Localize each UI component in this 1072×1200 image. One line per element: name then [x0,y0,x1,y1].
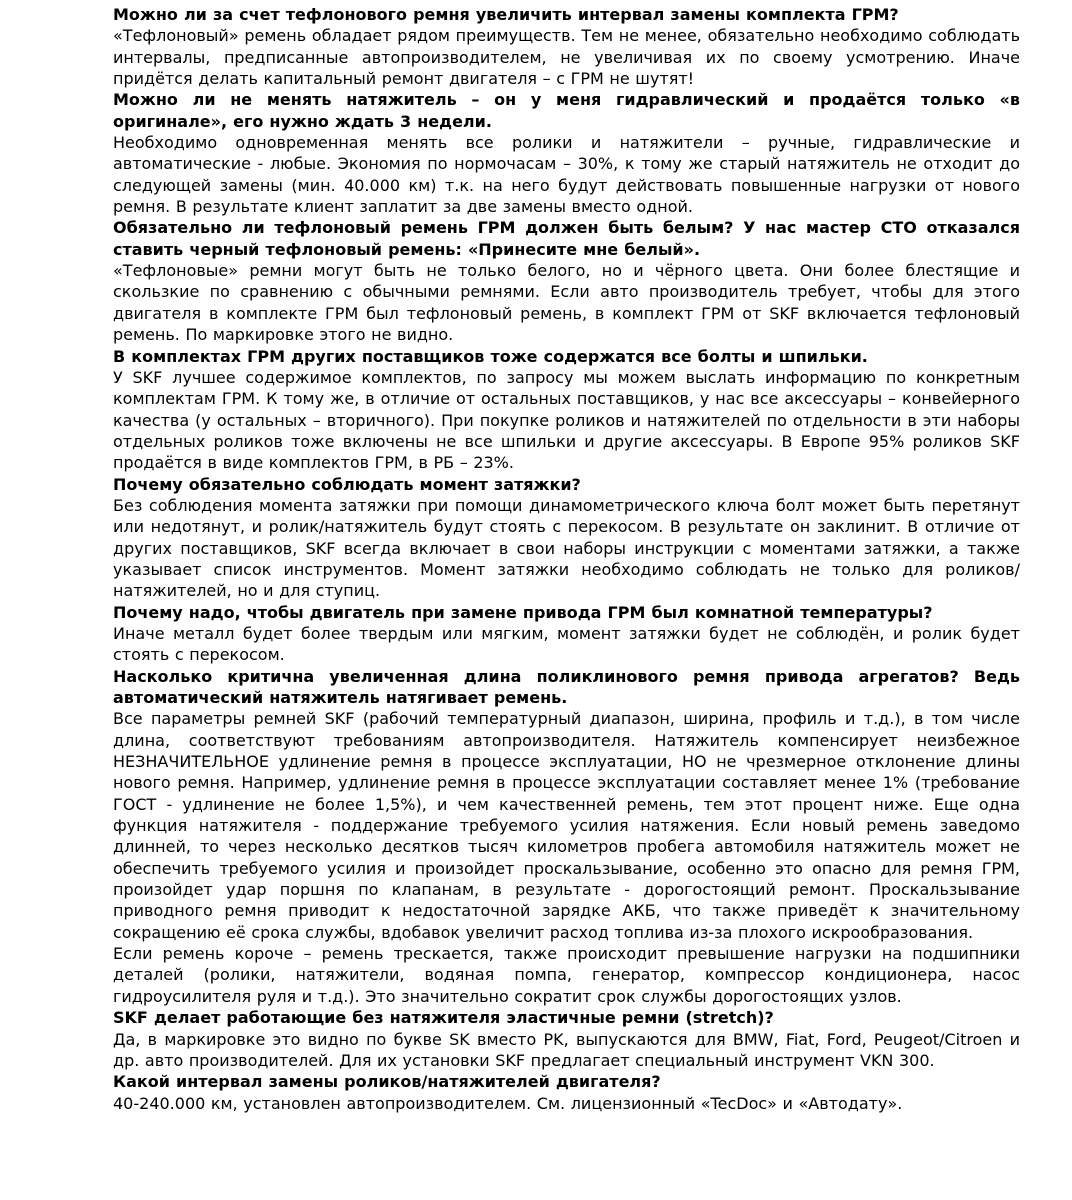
faq-question: Можно ли за счет тефлонового ремня увеличить интервал замены комплекта ГРМ? [113,5,899,24]
faq-answer: Если ремень короче – ремень трескается, также происходит превышение нагрузки на подшипники деталей (ролики, натяжители, водяная помпа, генератор, компрессор кондиционера, насос гидроусилителя руля и т.д.). Это значительно сократит срок службы дорогостоящих узлов. [113,944,1020,1006]
faq-answer: «Тефлоновые» ремни могут быть не только белого, но и чёрного цвета. Они более блестящие и скользкие по сравнению с обычными ремнями. Если авто производитель требует, чтобы для этого двигателя в комплекте ГРМ был тефлоновый ремень, в комплект ГРМ от SKF включается тефлоновый ремень. По маркировке этого не видно. [113,261,1020,345]
faq-answer: Иначе металл будет более твердым или мягким, момент затяжки будет не соблюдён, и ролик будет стоять с перекосом. [113,623,1020,665]
faq-question: SKF делает работающие без натяжителя эластичные ремни (stretch)? [113,1008,774,1028]
faq-answer: Да, в маркировке это видно по букве SK вместо PK, выпускаются для BMW, Fiat, Ford, Peugeot/Citroen и др. авто производителей. Для их установки SKF предлагает специальный инструмент VKN 300. [113,1029,1020,1070]
faq-question: Какой интервал замены роликов/натяжителей двигателя? [113,1072,661,1092]
faq-question: Можно ли не менять натяжитель – он у меня гидравлический и продаётся только «в оригинале», его нужно ждать 3 недели. [113,90,1020,131]
faq-answer: Все параметры ремней SKF (рабочий температурный диапазон, ширина, профиль и т.д.), в том числе длина, соответствуют требованиям автопроизводителя. Натяжитель компенсирует неизбежное НЕЗНАЧИТЕЛЬНОЕ удлинение ремня в процессе эксплуатации, НО не чрезмерное отклонение длины нового ремня. Например, удлинение ремня в процессе эксплуатации составляет менее 1% (требование ГОСТ - удлинение не более 1,5%), и чем качественней ремень, тем этот процент ниже. Еще одна функция натяжителя - поддержание требуемого усилия натяжения. Если новый ремень заведомо длинней, то через несколько десятков тысяч километров пробега автомобиля натяжитель может не обеспечить требуемого усилия и произойдет проскальзывание, особенно это опасно для ремня ГРМ, произойдет удар поршня по клапанам, в результате - дорогостоящий ремонт. Проскальзывание приводного ремня приводит к недостаточной зарядке АКБ, что также приведёт к значительному сокращению её срока службы, вдобавок увеличит расход топлива из-за плохого искрообразования. [113,709,1020,942]
faq-answer: У SKF лучшее содержимое комплектов, по запросу мы можем выслать информацию по конкретным комплектам ГРМ. К тому же, в отличие от остальных поставщиков, у нас все аксессуары – конвейерного качества (у остальных – вторичного). При покупке роликов и натяжителей по отдельности в эти наборы отдельных роликов тоже включены не все шпильки и другие аксессуары. В Европе 95% роликов SKF продаётся в виде комплектов ГРМ, в РБ – 23%. [113,367,1020,473]
faq-answer: Необходимо одновременная менять все ролики и натяжители – ручные, гидравлические и автоматические - любые. Экономия по нормочасам – 30%, к тому же старый натяжитель не отходит до следующей замены (мин. 40.000 км) т.к. на него будут действовать повышенные нагрузки от нового ремня. В результате клиент заплатит за две замены вместо одной. [113,133,1020,217]
faq-question: Почему надо, чтобы двигатель при замене привода ГРМ был комнатной температуры? [113,602,933,622]
faq-document [113,4,1020,1114]
faq-question: Почему обязательно соблюдать момент затяжки? [113,474,581,494]
faq-answer: Без соблюдения момента затяжки при помощи динамометрического ключа болт может быть перетянут или недотянут, и ролик/натяжитель будут стоять с перекосом. В результате он заклинит. В отличие от других поставщиков, SKF всегда включает в свои наборы инструкции с моментами затяжки, а также указывает список инструментов. Момент затяжки необходимо соблюдать не только для роликов/натяжителей, но и для ступиц. [113,495,1020,601]
faq-answer: 40-240.000 км, установлен автопроизводителем. См. лицензионный «TecDoc» и «Автодату». [113,1093,903,1113]
faq-answer: «Тефлоновый» ремень обладает рядом преимуществ. Тем не менее, обязательно необходимо соблюдать интервалы, предписанные автопроизводителем, не увеличивая их по своему усмотрению. Иначе придётся делать капитальный ремонт двигателя – с ГРМ не шутят! [113,26,1020,89]
faq-question: Насколько критична увеличенная длина поликлинового ремня привода агрегатов? Ведь автоматический натяжитель натягивает ремень. [113,666,1020,707]
faq-question: Обязательно ли тефлоновый ремень ГРМ должен быть белым? У нас мастер СТО отказался ставить черный тефлоновый ремень: «Принесите мне белый». [113,218,1020,259]
faq-question: В комплектах ГРМ других поставщиков тоже содержатся все болты и шпильки. [113,346,868,366]
